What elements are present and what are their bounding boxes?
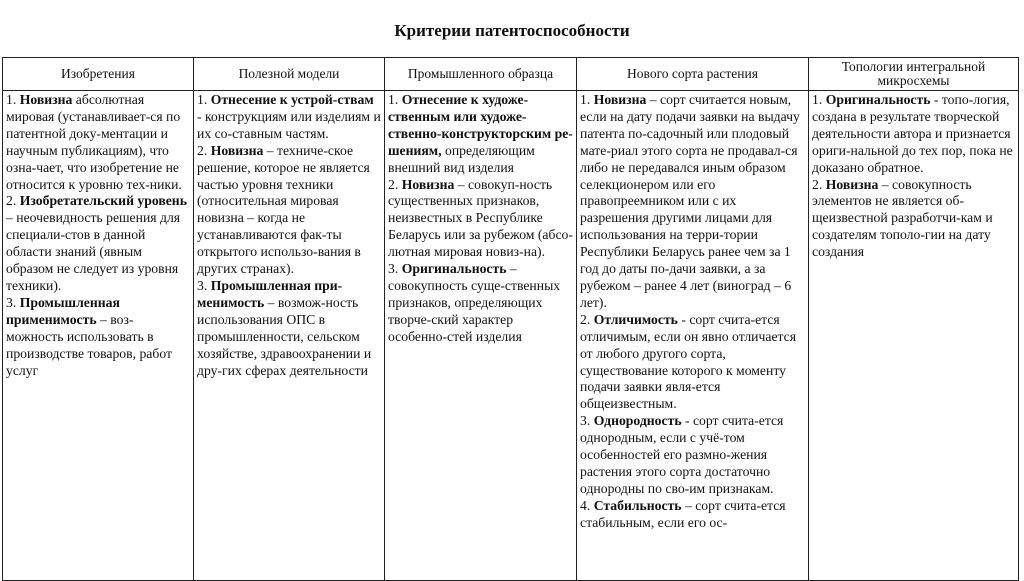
criterion-item — [6, 92, 190, 193]
criterion-number: 1. — [580, 92, 594, 107]
criterion-term: Новизна — [825, 176, 879, 192]
cell-industrial-design — [385, 91, 577, 581]
criterion-text: – совокуп-ность существенных признаков, неизвестных в Республике Беларусь или за рубежом (абсо-лютная мировая новиз-на). — [388, 176, 573, 260]
criterion-term: Новизна — [210, 142, 264, 158]
criterion-text: - сорт счита-ется однородным, если с учё-том особенностей его размно-жения растения этого сорта достаточно однородны по сво-им признакам. — [580, 413, 784, 496]
criterion-text: – совокупность суще-ственных признаков, определяющих творче-ский характер особенно-стей изделия — [388, 261, 561, 344]
table-row — [3, 91, 1019, 581]
criterion-number: 3. — [388, 261, 402, 277]
criterion-item — [197, 92, 381, 143]
criterion-number: 3. — [580, 413, 594, 429]
criterion-item — [388, 261, 573, 346]
criterion-item — [812, 92, 1015, 177]
cell-inventions — [3, 91, 194, 581]
header-industrial-design: Промышленного образца — [385, 58, 577, 91]
criterion-text: – техниче-ское решение, которое не является частью уровня техники (относительная мировая новизна – когда не устанавливаются фак-ты открытого использо-вания в других странах). — [197, 142, 370, 277]
criterion-text: – воз-можность использовать в производстве товаров, работ услуг — [6, 311, 172, 378]
criterion-text: – возмож-ность использования ОПС в промышленности, сельском хозяйстве, здравоохранении и дру-гих сферах деятельности — [197, 294, 372, 378]
criterion-text: - сорт счита-ется отличимым, если он явно отличается от любого другого сорта, существование которого к моменту подачи заявки явля-ется общеизвестным. — [580, 311, 797, 412]
criterion-term: Изобретательский уровень — [19, 193, 187, 209]
criterion-number: 2. — [388, 176, 402, 192]
criterion-number: 1. — [6, 92, 20, 107]
criterion-number: 3. — [197, 277, 211, 293]
header-ic-topology: Топологии интегральной микросхемы — [809, 58, 1019, 91]
criterion-text: – неочевидность решения для специали-стов в данной области знаний (явным образом не следует из уровня техники). — [6, 210, 181, 293]
criterion-text: - топо-логия, создана в результате творческой деятельности автора и признается ориги-нальной до тех пор, пока не доказано обратное. — [812, 92, 1013, 175]
criterion-term: Оригинальность — [401, 261, 507, 277]
criterion-number: 1. — [388, 92, 402, 107]
criterion-text: абсолютная мировая (устанавливает-ся по патентной доку-ментации и научным публикациям), что озна-чает, что изобретение не относится к уровню тех-ники. — [6, 92, 182, 192]
criterion-text: – сорт счита-ется стабильным, если его ос- — [580, 497, 786, 530]
criterion-item — [580, 498, 805, 532]
criterion-text: – совокупность элементов не является об-щеизвестной разработчи-кам и создателям тополо-гии на дату создания — [812, 176, 993, 260]
criterion-number: 2. — [197, 142, 211, 158]
criterion-text: – сорт считается новым, если на дату подачи заявки на выдачу патента по-садочный или плодовый мате-риал этого сорта не продавал-ся либо не передавался иным образом селекционером или его правопреемником или с их разрешения другими лицами для использования на терри-тории Республики Беларусь ранее чем за 1 год до даты по-дачи заявки, а за рубежом – ранее 4 лет (виноград – 6 лет). — [580, 92, 800, 310]
criterion-number: 1. — [812, 92, 826, 107]
criterion-item — [388, 92, 573, 177]
criterion-text: - конструкциям или изделиям и их со-ставным частям. — [197, 108, 381, 141]
table-header-row — [3, 58, 1019, 91]
cell-ic-topology — [809, 91, 1019, 581]
criterion-text: определяющим внешний вид изделия — [388, 142, 535, 175]
criterion-item — [580, 413, 805, 498]
criterion-item — [580, 92, 805, 312]
criterion-term: Стабильность — [593, 497, 682, 513]
criterion-item — [388, 177, 573, 262]
header-plant-variety: Нового сорта растения — [577, 58, 809, 91]
cell-utility-model — [194, 91, 385, 581]
criterion-term: Однородность — [593, 413, 682, 429]
criterion-term: Отнесение к устрой-ствам — [210, 92, 374, 107]
cell-plant-variety — [577, 91, 809, 581]
criterion-item — [812, 177, 1015, 262]
criterion-term: Новизна — [593, 92, 647, 107]
criterion-term: Новизна — [19, 92, 73, 107]
criterion-term: Промышленная применимость — [6, 294, 120, 327]
criterion-term: Отнесение к художе-ственным или художе-ственно-конструкторским ре-шениям, — [388, 92, 573, 158]
criterion-number: 4. — [580, 497, 594, 513]
criterion-item — [197, 278, 381, 379]
criterion-number: 2. — [812, 176, 826, 192]
criterion-item — [197, 143, 381, 278]
criterion-number: 1. — [197, 92, 211, 107]
criterion-term: Оригинальность — [825, 92, 931, 107]
criterion-number: 3. — [6, 294, 20, 310]
criterion-number: 2. — [580, 311, 594, 327]
criterion-item — [580, 312, 805, 413]
page-title: Критерии патентоспособности — [394, 21, 630, 40]
criterion-item — [6, 193, 190, 294]
criterion-term: Новизна — [401, 176, 455, 192]
criterion-term: Промышленная при-менимость — [197, 277, 343, 310]
criterion-item — [6, 295, 190, 380]
header-inventions: Изобретения — [3, 58, 194, 91]
criterion-number: 2. — [6, 193, 20, 209]
header-utility-model: Полезной модели — [194, 58, 385, 91]
criteria-table — [2, 57, 1019, 581]
criterion-term: Отличимость — [593, 311, 678, 327]
